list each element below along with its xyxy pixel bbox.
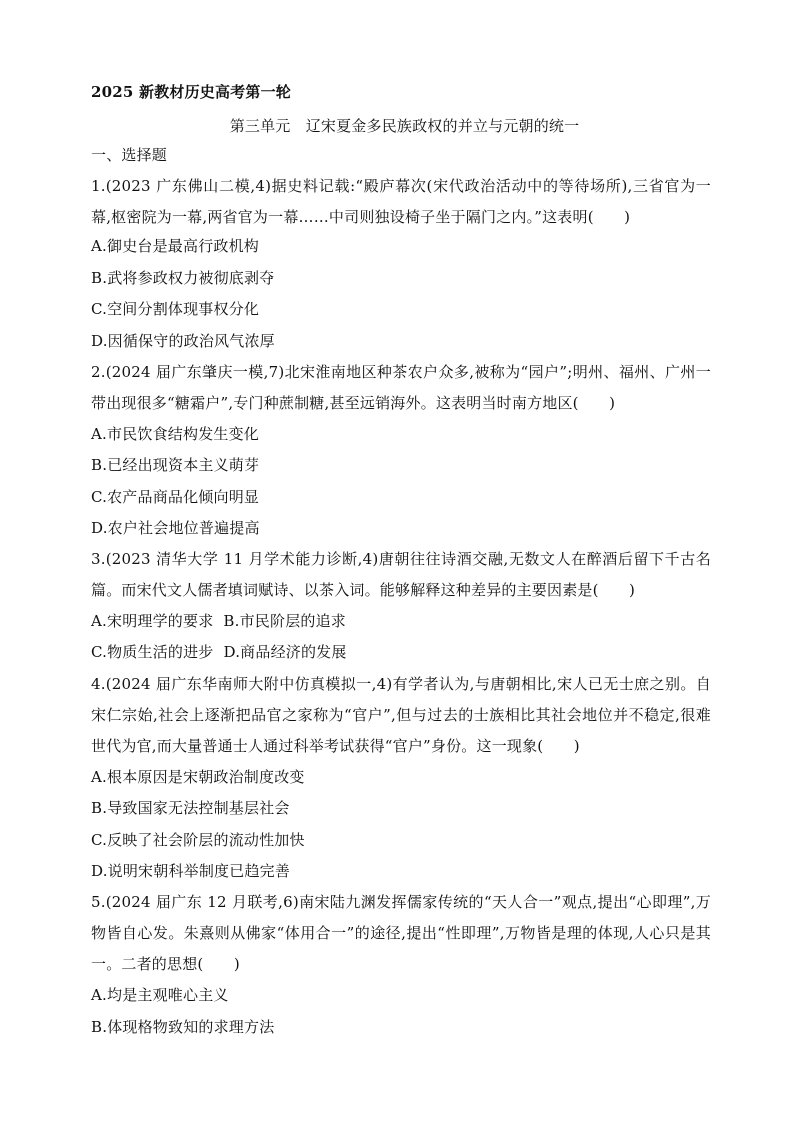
question-3-options-row-1: [91, 611, 346, 631]
question-1-stem: 1.(2023 广东佛山二模,4)据史料记载:“殿庐幕次(宋代政治活动中的等待场所),三省官为一幕,枢密院为一幕,两省官为一幕……中司则独设椅子坐于隔门之内。”这表明( ): [91, 177, 711, 226]
question-3-option-b: B.市民阶层的追求: [223, 612, 346, 630]
question-1-option-a: A.御史台是最高行政机构: [91, 237, 260, 255]
question-3-option-a: A.宋明理学的要求: [91, 612, 214, 630]
question-4-option-b: B.导致国家无法控制基层社会: [91, 799, 290, 817]
question-3-option-c: C.物质生活的进步: [91, 643, 214, 661]
question-4-option-d: D.说明宋朝科举制度已趋完善: [91, 862, 291, 880]
section-heading: 一、选择题: [91, 146, 168, 164]
question-2-option-a: A.市民饮食结构发生变化: [91, 425, 260, 443]
question-5-option-b: B.体现格物致知的求理方法: [91, 1018, 275, 1036]
question-5-stem: 5.(2024 届广东 12 月联考,6)南宋陆九渊发挥儒家传统的“天人合一”观点,提出“心即理”,万物皆自心发。朱熹则从佛家“体用合一”的途径,提出“性即理”,万物皆是理的体现,人心只是其一。二者的思想( ): [91, 893, 711, 973]
question-3-option-d: D.商品经济的发展: [223, 643, 347, 661]
question-4-stem: 4.(2024 届广东华南师大附中仿真模拟一,4)有学者认为,与唐朝相比,宋人已无士庶之别。自宋仁宗始,社会上逐渐把品官之家称为“官户”,但与过去的士族相比其社会地位并不稳定,很难世代为官,而大量普通士人通过科举考试获得“官户”身份。这一现象( ): [91, 675, 711, 755]
question-2-stem: 2.(2024 届广东肇庆一模,7)北宋淮南地区种茶农户众多,被称为“园户”;明州、福州、广州一带出现很多“糖霜户”,专门种蔗制糖,甚至远销海外。这表明当时南方地区( ): [91, 363, 711, 412]
question-1-option-b: B.武将参政权力被彻底剥夺: [91, 269, 275, 287]
question-2-option-c: C.农产品商品化倾向明显: [91, 488, 260, 506]
document-title: 2025 新教材历史高考第一轮: [91, 83, 291, 101]
question-5-option-a: A.均是主观唯心主义: [91, 986, 229, 1004]
question-4-option-a: A.根本原因是宋朝政治制度改变: [91, 768, 305, 786]
question-2-option-d: D.农户社会地位普遍提高: [91, 519, 260, 537]
question-2-option-b: B.已经出现资本主义萌芽: [91, 456, 260, 474]
question-3-options-row-2: [91, 642, 347, 662]
question-4-option-c: C.反映了社会阶层的流动性加快: [91, 831, 305, 849]
question-1-option-d: D.因循保守的政治风气浓厚: [91, 332, 275, 350]
question-1-option-c: C.空间分割体现事权分化: [91, 300, 260, 318]
unit-title: 第三单元 辽宋夏金多民族政权的并立与元朝的统一: [229, 117, 580, 135]
question-3-stem: 3.(2023 清华大学 11 月学术能力诊断,4)唐朝往往诗酒交融,无数文人在醉酒后留下千古名篇。而宋代文人儒者填词赋诗、以茶入词。能够解释这种差异的主要因素是( ): [91, 550, 711, 599]
